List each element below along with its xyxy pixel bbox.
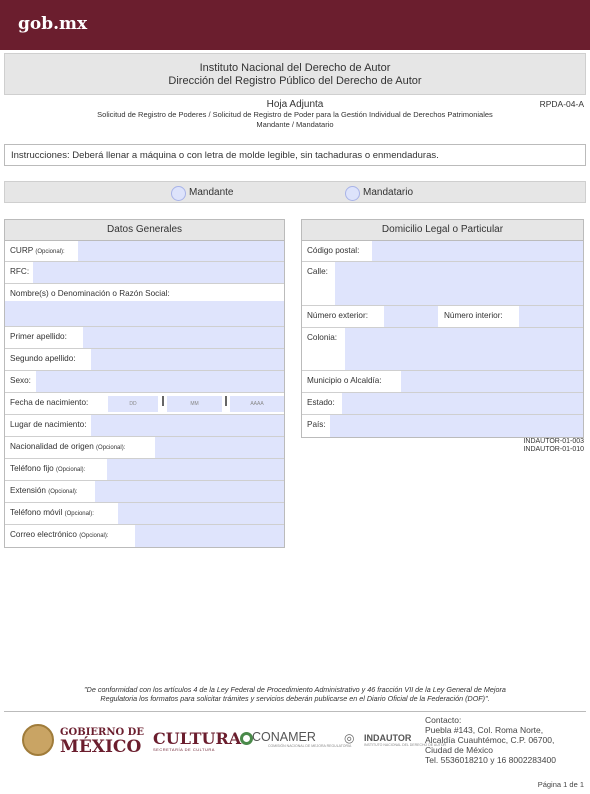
colonia-field[interactable] [345, 328, 583, 370]
direction-name: Dirección del Registro Público del Derecho de Autor [168, 75, 422, 87]
date-separator [162, 396, 164, 406]
nombre-field[interactable] [5, 301, 284, 326]
calle-field[interactable] [335, 262, 583, 305]
domicilio-panel [301, 219, 584, 438]
optional-tag: (Opcional): [55, 467, 86, 473]
telefono-fijo-field[interactable] [107, 459, 284, 480]
top-bar [0, 0, 590, 50]
doc-code: RPDA-04-A [539, 99, 584, 109]
year-field[interactable]: AAAA [230, 396, 284, 412]
contact-info [425, 715, 556, 765]
numeros-row [302, 306, 583, 328]
lugar-field[interactable] [91, 415, 284, 436]
sexo-row [5, 371, 284, 393]
primer-apellido-field[interactable] [83, 327, 284, 348]
subtitle-line-1: Solicitud de Registro de Poderes / Solicitud de Registro de Poder para la Gestión Individual de Derechos Patrimoniales [97, 110, 493, 119]
reference-code: INDAUTOR-01-003 [523, 438, 584, 445]
nacionalidad-row [5, 437, 284, 459]
primer-apellido-row [5, 327, 284, 349]
telefono-movil-row [5, 503, 284, 525]
cultura-logo: CULTURA [153, 729, 242, 748]
fecha-row [5, 393, 284, 415]
lugar-label: Lugar de nacimiento: [10, 420, 87, 429]
municipio-label: Municipio o Alcaldía: [307, 376, 382, 385]
month-field[interactable]: MM [167, 396, 222, 412]
domicilio-title: Domicilio Legal o Particular [302, 220, 583, 241]
gobierno-logo-top: GOBIERNO DE [60, 727, 144, 738]
extension-field[interactable] [95, 481, 284, 502]
contact-line: Ciudad de México [425, 745, 494, 755]
optional-tag: (Opcional): [48, 489, 78, 495]
numero-interior-field[interactable] [519, 306, 583, 327]
doc-subtitle [0, 110, 590, 130]
codigo-postal-label: Código postal: [307, 246, 360, 255]
day-field[interactable]: DD [108, 396, 158, 412]
date-separator [225, 396, 227, 406]
curp-row [5, 241, 284, 262]
codigo-postal-field[interactable] [372, 241, 583, 261]
telefono-movil-field[interactable] [118, 503, 284, 524]
telefono-fijo-label: Teléfono fijo [10, 464, 54, 473]
mandante-label: Mandante [189, 187, 234, 198]
doc-title: Hoja Adjunta [266, 99, 324, 110]
segundo-apellido-field[interactable] [91, 349, 284, 370]
mandante-radio[interactable] [171, 186, 186, 201]
telefono-fijo-row [5, 459, 284, 481]
brand-logo[interactable]: gob.mx [18, 14, 88, 34]
indautor-logo: INDAUTOR [364, 733, 412, 743]
estado-field[interactable] [342, 393, 583, 414]
correo-label: Correo electrónico [10, 530, 77, 539]
fecha-label: Fecha de nacimiento: [10, 398, 89, 407]
extension-label: Extensión [10, 486, 46, 495]
rfc-row [5, 262, 284, 284]
segundo-apellido-row [5, 349, 284, 371]
curp-field[interactable] [78, 241, 284, 261]
correo-row [5, 525, 284, 547]
contact-line: Contacto: [425, 715, 462, 725]
reference-code: INDAUTOR-01-010 [523, 446, 584, 453]
correo-field[interactable] [135, 525, 284, 547]
codigo-postal-row [302, 241, 583, 262]
nacionalidad-field[interactable] [155, 437, 284, 458]
lugar-row [5, 415, 284, 437]
footer-divider [4, 711, 586, 712]
gobierno-logo-bottom: MÉXICO [60, 737, 142, 757]
contact-line: Alcaldía Cuauhtémoc, C.P. 06700, [425, 735, 555, 745]
estado-label: Estado: [307, 398, 335, 407]
optional-tag: (Opcional): [79, 533, 109, 539]
optional-tag: (Opcional): [35, 249, 65, 255]
contact-line: Puebla #143, Col. Roma Norte, [425, 725, 544, 735]
municipio-row [302, 371, 583, 393]
colonia-label: Colonia: [307, 333, 338, 342]
datos-generales-title: Datos Generales [5, 220, 284, 241]
estado-row [302, 393, 583, 415]
sexo-label: Sexo: [10, 376, 31, 385]
header-box [4, 53, 586, 95]
page-number: Página 1 de 1 [537, 780, 584, 789]
mandatario-radio[interactable] [345, 186, 360, 201]
primer-apellido-label: Primer apellido: [10, 332, 67, 341]
numero-interior-label: Número interior: [444, 311, 503, 320]
indautor-icon: ◎ [344, 731, 355, 745]
curp-label: CURP [10, 246, 34, 255]
legal-notice [30, 685, 560, 703]
indautor-logo-subtitle: INSTITUTO NACIONAL DEL DERECHO DE AUTOR [364, 743, 447, 747]
cultura-logo-subtitle: SECRETARÍA DE CULTURA [153, 747, 215, 752]
conamer-logo-subtitle: COMISIÓN NACIONAL DE MEJORA REGULATORIA [268, 744, 352, 748]
instructions: Instrucciones: Deberá llenar a máquina o con letra de molde legible, sin tachaduras o enmendaduras. [4, 144, 586, 166]
form-references [523, 438, 584, 454]
municipio-field[interactable] [401, 371, 583, 392]
nombre-row [5, 284, 284, 327]
conamer-logo: CONAMER [252, 730, 316, 744]
mexico-seal-icon [22, 724, 54, 756]
colonia-row [302, 328, 583, 371]
rfc-field[interactable] [33, 262, 284, 283]
subtitle-line-2: Mandante / Mandatario [256, 120, 334, 129]
institute-name: Instituto Nacional del Derecho de Autor [199, 62, 391, 74]
contact-line: Tel. 5536018210 y 16 8002283400 [425, 755, 556, 765]
legal-line: "De conformidad con los artículos 4 de la Ley Federal de Procedimiento Administrativo y 46 fracción VII de la Ley General de Mejora [84, 685, 506, 694]
calle-row [302, 262, 583, 306]
pais-row [302, 415, 583, 437]
calle-label: Calle: [307, 267, 328, 276]
extension-row [5, 481, 284, 503]
nombre-label: Nombre(s) o Denominación o Razón Social: [10, 289, 170, 298]
role-selector [4, 181, 586, 203]
telefono-movil-label: Teléfono móvil [10, 508, 63, 517]
sexo-field[interactable] [36, 371, 284, 392]
optional-tag: (Opcional): [96, 445, 126, 451]
numero-exterior-label: Número exterior: [307, 311, 368, 320]
nacionalidad-label: Nacionalidad de origen [10, 442, 94, 451]
legal-line: Regulatoria los formatos para solicitar trámites y servicios deberán publicarse en el Diario Oficial de la Federación (DOF)". [100, 694, 490, 703]
mandatario-label: Mandatario [363, 187, 414, 198]
pais-label: País: [307, 420, 326, 429]
optional-tag: (Opcional): [64, 511, 94, 517]
datos-generales-panel [4, 219, 285, 548]
numero-exterior-field[interactable] [384, 306, 438, 327]
rfc-label: RFC: [10, 267, 30, 276]
pais-field[interactable] [330, 415, 583, 437]
segundo-apellido-label: Segundo apellido: [10, 354, 76, 363]
